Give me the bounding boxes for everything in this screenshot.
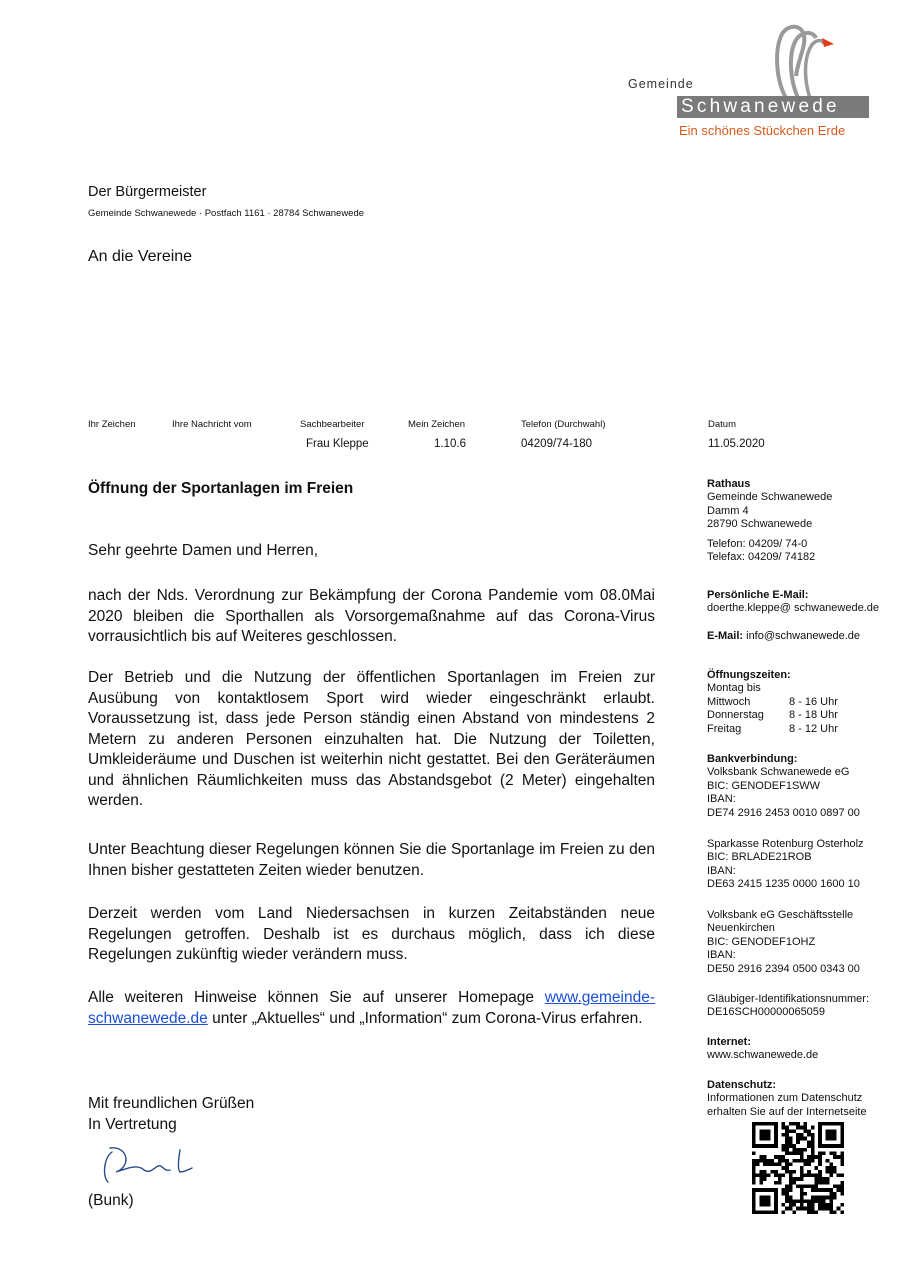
closing xyxy=(88,1094,254,1135)
letter-salutation: Sehr geehrte Damen und Herren, xyxy=(88,542,319,559)
hours-day: Donnerstag xyxy=(707,709,764,722)
hours-row xyxy=(707,696,838,709)
hours-label: Öffnungszeiten: xyxy=(707,669,791,681)
bank-label: Bankverbindung: xyxy=(707,753,798,765)
hours-row xyxy=(707,723,838,736)
privacy-text-2: erhalten Sie auf der Internetseite xyxy=(707,1105,867,1118)
logo-gemeinde-text: Gemeinde xyxy=(628,77,694,91)
paragraph-3: Unter Beachtung dieser Regelungen können Sie die Sportanlage im Freien zu den Ihnen bisher gestatteten Zeiten wieder benutzen. xyxy=(88,841,655,879)
signature-name: (Bunk) xyxy=(88,1192,134,1209)
bank2-name: Sparkasse Rotenburg Osterholz xyxy=(707,838,864,850)
sidebar-email xyxy=(707,630,897,643)
email-value[interactable]: info@schwanewede.de xyxy=(743,630,861,642)
paragraph-2: Der Betrieb und die Nutzung der öffentlichen Sportanlagen im Freien zur Ausübung von kontaktlosem Sport wird wieder eingeschränkt erlaubt. Voraussetzung ist, dass jede Person ständig einen Abstand von mindestens 2 Metern zu anderen Personen einzuhalten hat. Die Nutzung der Toiletten, Umkleideräume und Duschen ist weiterhin nicht gestattet. Bei den Geräteräumen und ähnlichen Räumlichkeiten muss das Abstandsgebot (2 Meter) eingehalten werden. xyxy=(88,669,655,809)
rathaus-label: Rathaus xyxy=(707,478,751,490)
ihre-nachricht-label: Ihre Nachricht vom xyxy=(172,419,252,430)
bank1-iban: DE74 2916 2453 0010 0897 00 xyxy=(707,806,860,819)
sidebar-bank-3 xyxy=(707,909,897,976)
creditor-label: Gläubiger-Identifikationsnummer: xyxy=(707,993,870,1005)
paragraph-1: nach der Nds. Verordnung zur Bekämpfung der Corona Pandemie vom 08.0Mai 2020 bleiben die Sporthallen als Vorsorgemaßnahme auf das Corona-Virus vorrausichtlich bis auf Weiteres geschlossen. xyxy=(88,587,655,645)
telefon-label: Telefon (Durchwahl) xyxy=(521,419,606,430)
creditor-id: DE16SCH00000065059 xyxy=(707,1006,826,1019)
email-personal[interactable]: doerthe.kleppe@ schwanewede.de xyxy=(707,602,880,615)
handwritten-signature xyxy=(98,1142,194,1188)
hours-row xyxy=(707,709,838,722)
hours-time: 8 - 18 Uhr xyxy=(789,709,838,722)
hours-time: 8 - 16 Uhr xyxy=(789,695,838,708)
privacy-label: Datenschutz: xyxy=(707,1079,777,1091)
logo-name-text: Schwanewede xyxy=(681,96,840,117)
bank2-bic: BIC: BRLADE21ROB xyxy=(707,851,812,864)
bank1-name: Volksbank Schwanewede eG xyxy=(707,766,850,779)
bank3-bic: BIC: GENODEF1OHZ xyxy=(707,935,816,948)
sender-title: Der Bürgermeister xyxy=(88,184,207,200)
bank3-name-2: Neuenkirchen xyxy=(707,922,775,935)
sidebar-hours xyxy=(707,669,897,736)
recipient: An die Vereine xyxy=(88,248,193,265)
hours-day: Freitag xyxy=(707,722,742,735)
letter-subject: Öffnung der Sportanlagen im Freien xyxy=(88,480,354,497)
hours-table xyxy=(707,696,838,736)
bank1-iban-label: IBAN: xyxy=(707,793,736,806)
hours-time: 8 - 12 Uhr xyxy=(789,722,838,735)
hours-intro: Montag bis xyxy=(707,682,761,695)
sidebar-email-personal xyxy=(707,589,897,616)
ihr-zeichen-label: Ihr Zeichen xyxy=(88,419,136,430)
email-label: E-Mail: xyxy=(707,630,744,642)
sachbearbeiter-label: Sachbearbeiter xyxy=(300,419,365,430)
paragraph-5-text-before: Alle weiteren Hinweise können Sie auf unserer Homepage xyxy=(88,989,545,1006)
closing-vertretung: In Vertretung xyxy=(88,1115,177,1133)
rathaus-street: Damm 4 xyxy=(707,504,749,517)
mein-zeichen-label: Mein Zeichen xyxy=(408,419,466,430)
email-personal-label: Persönliche E-Mail: xyxy=(707,589,809,601)
qr-code-icon[interactable] xyxy=(752,1122,844,1214)
bank2-iban: DE63 2415 1235 0000 1600 10 xyxy=(707,878,860,891)
sidebar-internet xyxy=(707,1036,897,1063)
closing-greeting: Mit freundlichen Grüßen xyxy=(88,1095,255,1112)
internet-label: Internet: xyxy=(707,1036,751,1048)
sidebar-bank-1 xyxy=(707,753,897,820)
telefon-value: 04209/74-180 xyxy=(521,438,592,450)
paragraph-4: Derzeit werden vom Land Niedersachsen in kurzen Zeitabständen neue Regelungen getroffen. Deshalb ist es durchaus möglich, dass ich diese Regelungen zukünftig wieder verändern muss. xyxy=(88,905,655,963)
privacy-text-1: Informationen zum Datenschutz xyxy=(707,1092,863,1105)
internet-url[interactable]: www.schwanewede.de xyxy=(707,1049,819,1062)
paragraph-5-text-after: unter „Aktuelles“ und „Information“ zum Corona-Virus erfahren. xyxy=(207,1009,643,1027)
hours-day: Mittwoch xyxy=(707,695,751,708)
datum-label: Datum xyxy=(708,419,736,430)
sachbearbeiter-value: Frau Kleppe xyxy=(306,438,369,450)
rathaus-name: Gemeinde Schwanewede xyxy=(707,491,833,504)
sidebar-creditor xyxy=(707,993,897,1020)
sidebar-rathaus xyxy=(707,478,897,564)
logo-motto: Ein schönes Stückchen Erde xyxy=(679,123,846,138)
sender-address: Gemeinde Schwanewede · Postfach 1161 · 28784 Schwanewede xyxy=(88,208,365,219)
paragraph-5 xyxy=(88,988,655,1029)
rathaus-telefax: Telefax: 04209/ 74182 xyxy=(707,551,816,564)
bank3-name: Volksbank eG Geschäftsstelle xyxy=(707,909,854,921)
sidebar-privacy xyxy=(707,1079,897,1119)
bank1-bic: BIC: GENODEF1SWW xyxy=(707,779,821,792)
bank3-iban: DE50 2916 2394 0500 0343 00 xyxy=(707,962,860,975)
bank2-iban-label: IBAN: xyxy=(707,864,736,877)
rathaus-telefon: Telefon: 04209/ 74-0 xyxy=(707,537,808,550)
homepage-link[interactable]: www.gemeinde-schwanewede.de xyxy=(88,989,655,1027)
swan-logo-icon xyxy=(768,20,838,100)
mein-zeichen-value: 1.10.6 xyxy=(434,438,466,450)
rathaus-city: 28790 Schwanewede xyxy=(707,518,813,531)
datum-value: 11.05.2020 xyxy=(708,438,765,450)
sidebar-bank-2 xyxy=(707,838,897,892)
bank3-iban-label: IBAN: xyxy=(707,949,736,962)
